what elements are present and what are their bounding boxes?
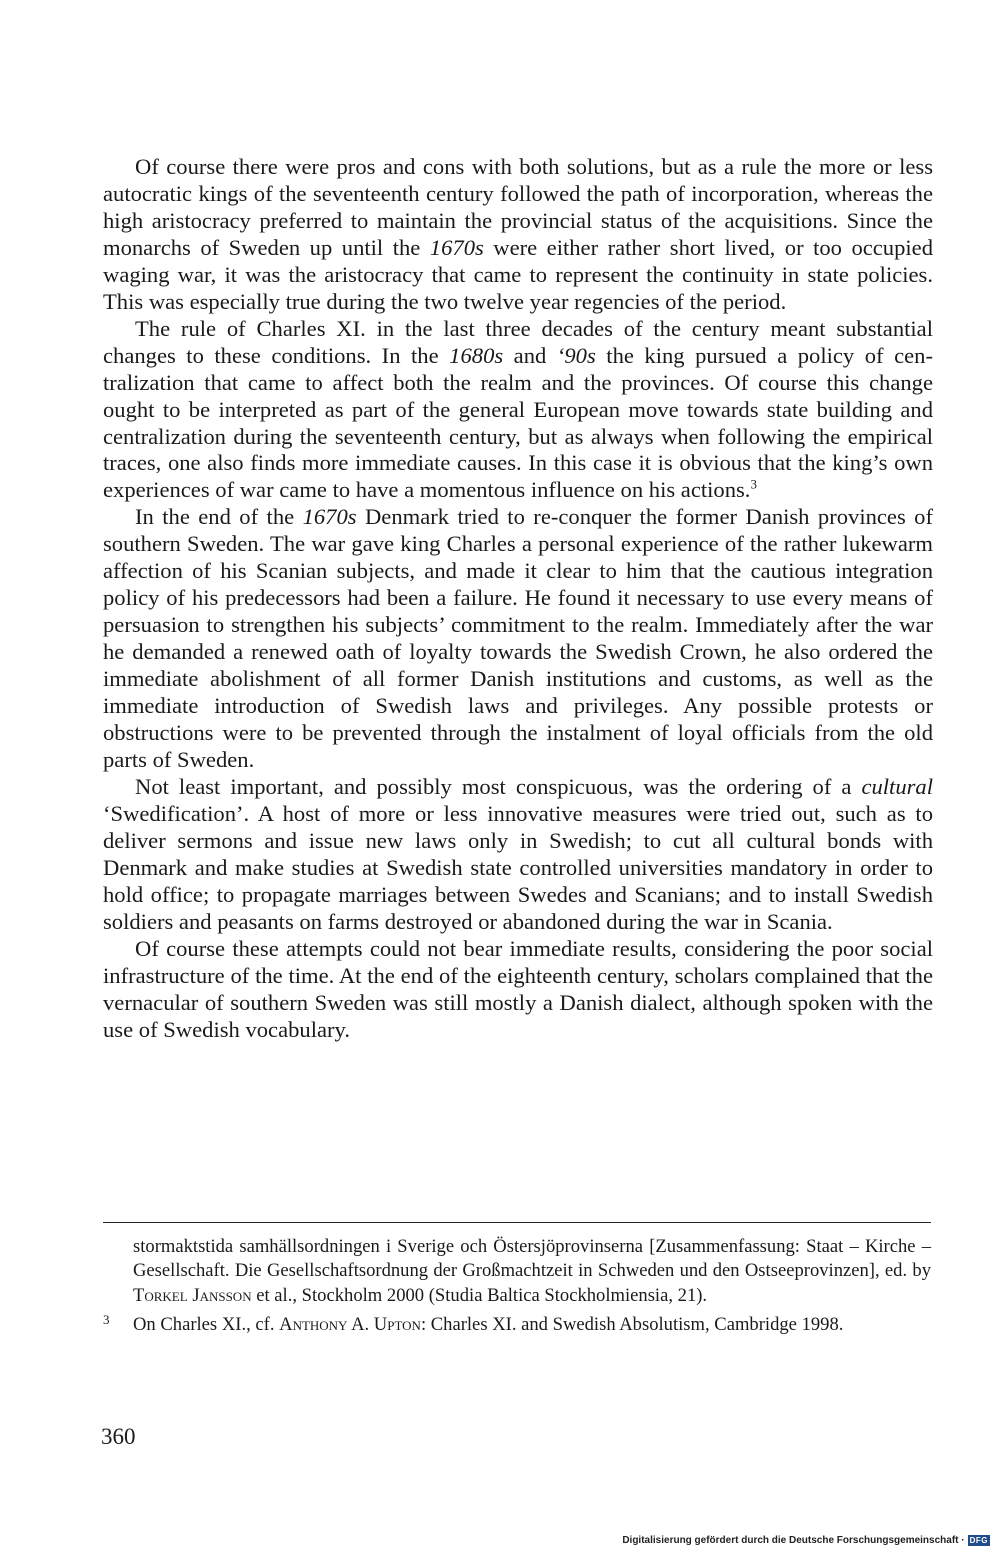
author-name: Anthony A. Upton [279, 1314, 421, 1336]
paragraph-2 [103, 316, 933, 505]
dfg-logo-icon: DFG [969, 1536, 988, 1545]
footnote-3 [103, 1313, 931, 1337]
text-run: Of course these attempts could not bear immediate results, considering the poor social infrastructure of the time. At the end of the eighteenth century, scholars complained that the vernacular of southern Sweden was still mostly a Danish dialect, although spoken with the use of Swedish vocabulary. [103, 935, 933, 1042]
page-number: 360 [101, 1424, 136, 1449]
text-run: In the end of the [135, 504, 303, 530]
text-run: The rule of Charles XI. in the last three decades of the century meant substantial changes to these conditions. In the [103, 315, 933, 368]
text-run: : Charles XI. and Swedish Absolutism, Cambridge 1998. [420, 1314, 844, 1336]
text-run: Denmark tried to re-conquer the former Danish provinces of southern Sweden. The war gave king Charles a personal experience of the rather lukewarm affection of his Scanian subjects, and made it clear to him that the cautious integration policy of his predecessors had been a failure. He found it necessary to use every means of persuasion to strengthen his subjects’ commitment to the realm. Immediately after the war he demanded a renewed oath of loyalty towards the Swedish Crown, he also ordered the immediate abolishment of all former Danish institutions and customs, as well as the immediate introduction of Swedish laws and privileges. Any possible protests or obstructions were to be prevented through the instalment of loyal officials from the old parts of Sweden. [103, 504, 933, 772]
text-run-italic: 1680s [449, 342, 504, 368]
banner-text: Digitalisierung gefördert durch die Deutsche Forschungsgemeinschaft · [622, 1535, 965, 1546]
text-run-italic: 1670s [302, 504, 357, 530]
paragraph-3 [103, 504, 933, 774]
paragraph-4 [103, 774, 933, 936]
footnote-continued [103, 1235, 931, 1308]
footnote-number: 3 [103, 1312, 110, 1328]
main-text [103, 154, 933, 1043]
text-run: were either rather short lived, or too occupied waging war, it was the aristocracy that came to represent the continuity in state policies. This was especially true during the two twelve year regencies of the period. [103, 234, 934, 314]
text-run: Not least important, and possibly most conspicuous, was the ordering of a [135, 773, 862, 799]
text-run-italic: 1670s [429, 234, 484, 260]
text-run: ‘Swedification’. A host of more or less innovative measures were tried out, such as to deliver sermons and issue new laws only in Swedish; to cut all cultural bonds with Denmark and make studies at Swedish state controlled universities mandatory in order to hold office; to propagate marriages between Swedes and Scanians; and to install Swedish soldiers and peasants on farms destroyed or abandoned during the war in Scania. [103, 800, 933, 934]
digitization-banner [622, 1535, 990, 1546]
footnotes [103, 1235, 931, 1338]
text-run: Of course there were pros and cons with both solutions, but as a rule the more or less autocratic kings of the seventeenth century followed the path of incorporation, whereas the high aristocracy preferred to maintain the provincial status of the acquisitions. Since the monarchs of Sweden up until the [103, 154, 933, 260]
author-name: Torkel Jansson [133, 1284, 252, 1306]
text-run: the king pursued a policy of centralization that came to affect both the realm and the provinces. Of course this change ought to be interpreted as part of the general European move towards state building and centralization during the seventeenth century, but as always when following the empirical traces, one also finds more immediate causes. In this case it is obvious that the king’s own experiences of war came to have a momentous influence on his actions. [103, 342, 933, 503]
text-run: et al., Stockholm 2000 (Studia Baltica Stockholmiensia, 21). [251, 1284, 708, 1306]
text-run-italic: ‘90s [556, 342, 596, 368]
paragraph-5 [103, 936, 933, 1044]
text-run: stormaktstida samhällsordningen i Sverige och Östersjöprovinserna [Zusammenfassung: Staat – Kirche – Gesellschaft. Die Gesellschaftsordnung der Großmachtzeit in Schweden und den Ostseeprovinzen], ed. by [133, 1236, 931, 1282]
paragraph-1 [103, 154, 933, 316]
text-run: and [503, 342, 557, 368]
text-run-italic: cultural [861, 773, 933, 799]
footnote-divider [103, 1222, 931, 1223]
text-run: On Charles XI., cf. [133, 1314, 280, 1336]
footnote-reference[interactable]: 3 [750, 476, 757, 492]
